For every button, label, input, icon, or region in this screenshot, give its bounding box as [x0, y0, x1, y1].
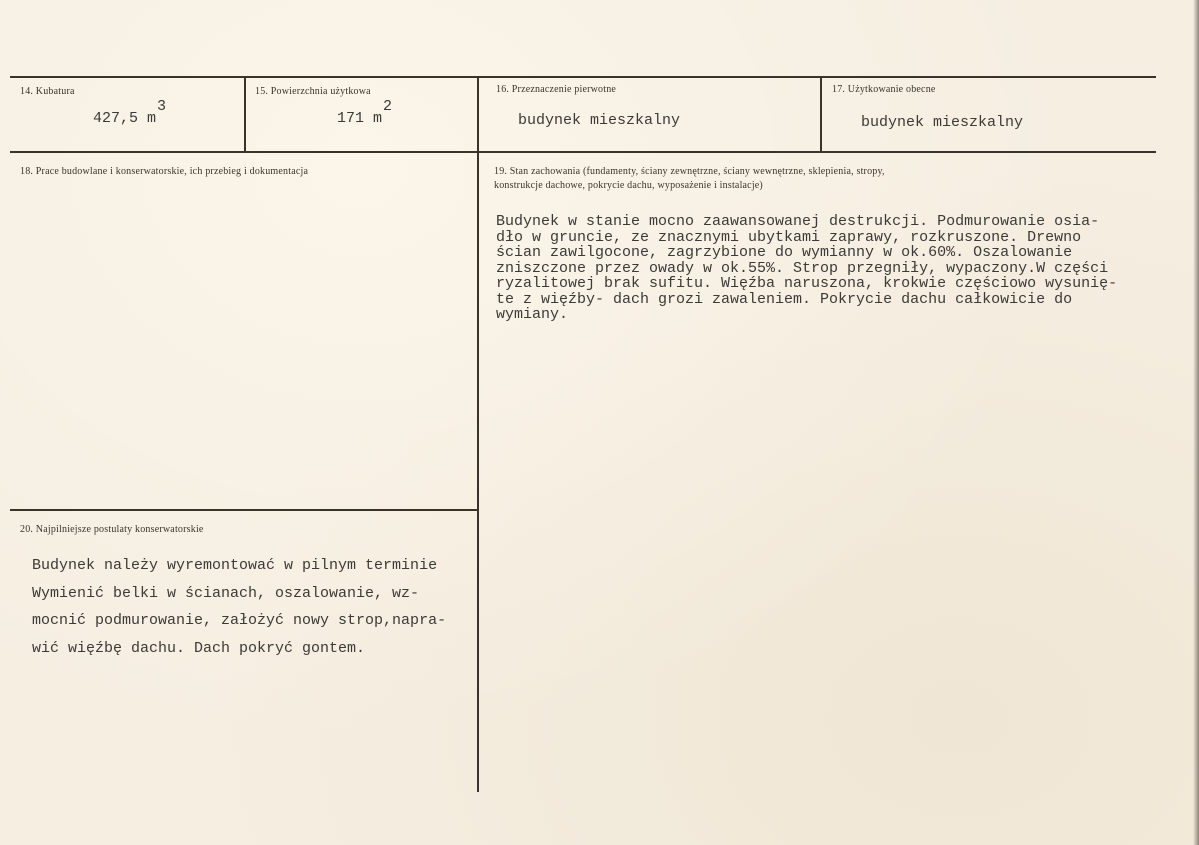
divider-16-17: [820, 77, 822, 152]
stan-zachowania-line: zniszczone przez owady w ok.55%. Strop przegniły, wypaczony.W części: [496, 259, 1109, 277]
uzytkowanie-label: 17. Użytkowanie obecne: [832, 84, 936, 95]
kubatura-number: 427,5 m: [93, 110, 157, 127]
stan-zachowania-line: wymiany.: [496, 306, 569, 323]
divider-lower: [477, 152, 479, 792]
postulaty-line: wić więźbę dachu. Dach pokryć gontem.: [32, 639, 366, 657]
powierzchnia-value: [337, 98, 393, 127]
row-rule: [10, 151, 1156, 153]
stan-zachowania-label-line-2: konstrukcje dachowe, pokrycie dachu, wyposażenie i instalacje): [494, 180, 763, 191]
uzytkowanie-value: budynek mieszkalny: [861, 114, 1024, 131]
stan-zachowania-line: dło w gruncie, ze znacznymi ubytkami zaprawy, rozkruszone. Drewno: [496, 228, 1082, 246]
postulaty-text: [32, 552, 446, 662]
stan-zachowania-line: ryzalitowej brak sufitu. Więźba naruszona, krokwie częściowo wysunię-: [496, 275, 1118, 292]
divider-14-15: [244, 77, 246, 152]
powierzchnia-unit-exponent: 2: [383, 98, 393, 115]
top-rule: [10, 76, 1156, 78]
postulaty-line: Budynek należy wyremontować w pilnym terminie: [32, 557, 438, 574]
kubatura-unit-exponent: 3: [157, 98, 167, 115]
postulaty-line: Wymienić belki w ścianach, oszalowanie, wz-: [32, 584, 420, 602]
stan-zachowania-label-line-1: 19. Stan zachowania (fundamenty, ściany zewnętrzne, ściany wewnętrzne, sklepienia, stropy,: [494, 166, 885, 177]
powierzchnia-number: 171 m: [337, 110, 383, 127]
stan-zachowania-text: [496, 214, 1117, 323]
przeznaczenie-label: 16. Przeznaczenie pierwotne: [496, 84, 617, 95]
card-edge-shadow: [1193, 0, 1199, 845]
stan-zachowania-line: Budynek w stanie mocno zaawansowanej destrukcji. Podmurowanie osia-: [496, 213, 1100, 230]
powierzchnia-label: 15. Powierzchnia użytkowa: [255, 86, 371, 97]
prace-budowlane-label: 18. Prace budowlane i konserwatorskie, ich przebieg i dokumentacja: [20, 166, 309, 177]
kubatura-label: 14. Kubatura: [20, 86, 75, 97]
przeznaczenie-value: budynek mieszkalny: [518, 112, 681, 129]
postulaty-line: mocnić podmurowanie, założyć nowy strop,napra-: [32, 612, 447, 629]
kubatura-value: [93, 98, 167, 127]
postulaty-label: 20. Najpilniejsze postulaty konserwatorskie: [20, 524, 204, 535]
field20-rule: [10, 509, 478, 511]
stan-zachowania-line: ścian zawilgocone, zagrzybione do wymianny w ok.60%. Oszalowanie: [496, 244, 1073, 261]
stan-zachowania-line: te z więźby- dach grozi zawaleniem. Pokrycie dachu całkowicie do: [496, 290, 1073, 308]
divider-15-16: [477, 77, 479, 152]
